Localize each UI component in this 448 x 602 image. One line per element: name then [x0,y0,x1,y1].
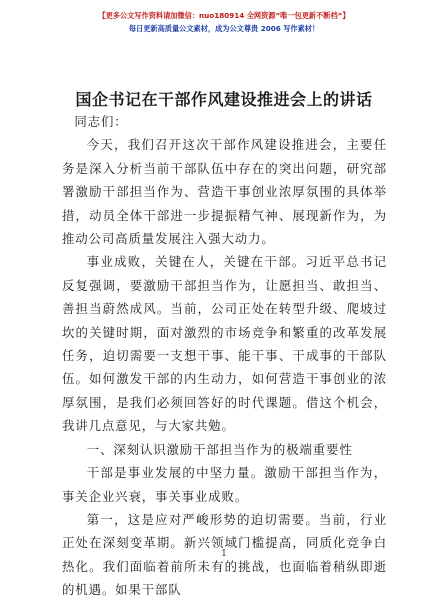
page-number: 1 [221,549,227,559]
salutation: 同志们： [74,114,128,129]
section-heading: 一、深刻认识激励干部担当作为的极端重要性 [86,441,353,457]
paragraph-first-point: 第一，这是应对严峻形势的迫切需要。当前，行业正处在深刻变革期。新兴领域门槛提高，同质化竞争白热化。我们面临着前所未有的挑战，也面临着稍纵即逝的机遇。如果干部队 [62,511,387,598]
paragraph-opening: 今天，我们召开这次干部作风建设推进会，主要任务是深入分析当前干部队伍中存在的突出问题，研究部署激励干部担当作为、营造干事创业浓厚氛围的具体举措，动员全体干部进一步提振精气神、展现新作为，为推动公司高质量发展注入强大动力。 [62,137,387,247]
document-body [62,110,387,602]
promo-banner-line-2: 每日更新高质量公文素材，成为公文尊贵 2006 写作素材！ [128,24,320,33]
paragraph-context: 事业成败，关键在人，关键在干部。习近平总书记反复强调，要激励干部担当作为，让愿担当、敢担当、善担当蔚然成风。当前，公司正处在转型升级、爬坡过坎的关键时期，面对激烈的市场竞争和繁重的改革发展任务，迫切需要一支想干事、能干事、干成事的干部队伍。如何激发干部的内生动力，如何营造干事创业的浓厚氛围，是我们必须回答好的时代课题。借这个机会，我讲几点意见，与大家共勉。 [62,254,387,434]
document-title: 国企书记在干部作风建设推进会上的讲话 [75,90,373,109]
paragraph-section-intro: 干部是事业发展的中坚力量。激励干部担当作为，事关企业兴衰，事关事业成败。 [62,465,387,504]
promo-banner-line-1: 【更多公文写作资料请加微信：nuo180914 全网资源”唯一包更新不断档”】 [98,11,350,20]
